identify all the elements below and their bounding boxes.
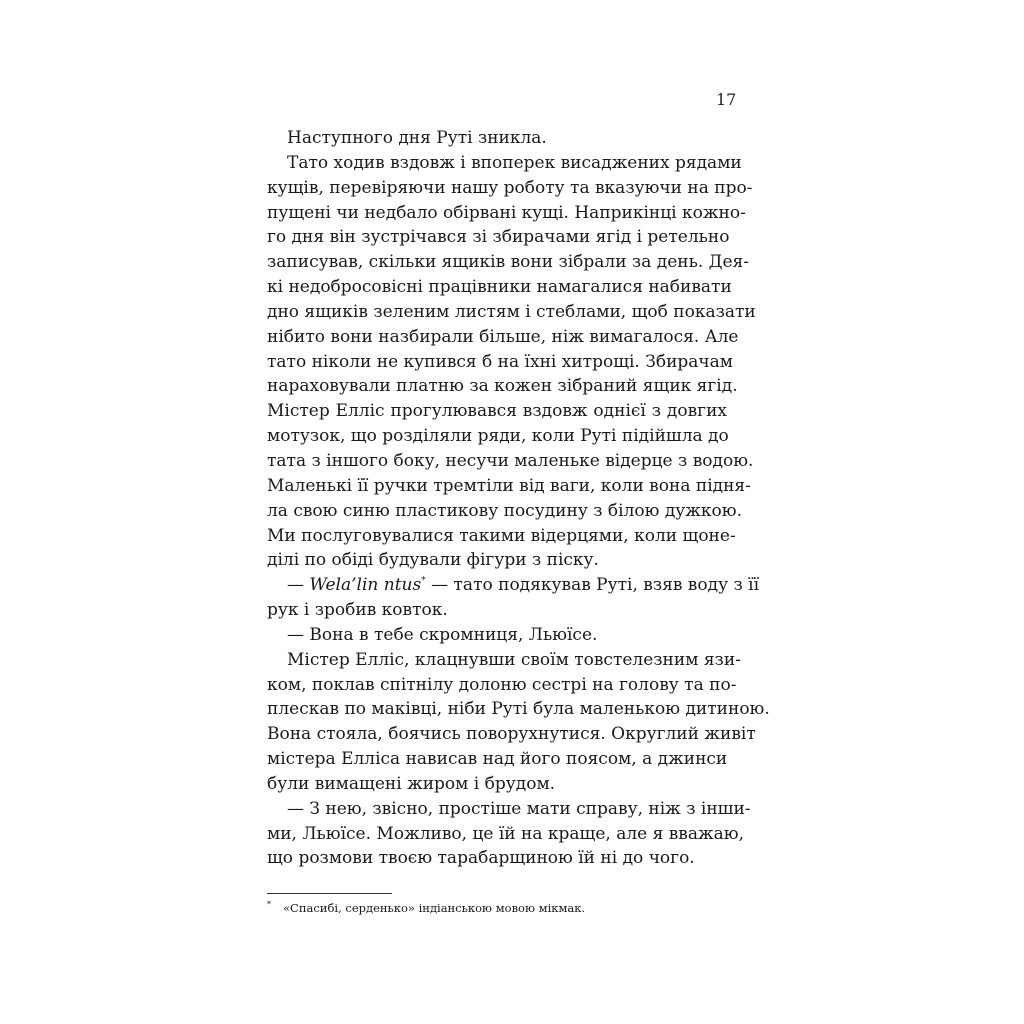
paragraph-line: нібито вони назбирали більше, ніж вимагалося. Але [267,326,739,347]
paragraph-line: Ми послуговувалися такими відерцями, коли щоне- [267,525,736,546]
paragraph-line: рук і зробив ковток. [267,600,448,621]
paragraph-line: Маленькі її ручки тремтіли від ваги, коли вона підня- [267,475,751,496]
paragraph-line: Наступного дня Руті зникла. [287,128,547,148]
quote-italic: Wela’lin ntus [309,575,422,596]
paragraph-line: — Вона в тебе скромниця, Льюїсе. [287,624,598,645]
paragraph-line: плескав по маківці, ніби Руті була маленькою дитиною. [267,699,770,720]
quote-dash: — [287,575,310,596]
footnote-ref: * [421,576,426,587]
paragraph-line: нараховували платню за кожен зібраний ящик ягід. [267,376,738,397]
paragraph-line: записував, скільки ящиків вони зібрали за день. Дея- [267,252,750,273]
paragraph-line: кущів, перевіряючи нашу роботу та вказуючи на про- [267,177,753,198]
paragraph-line: ми, Льюїсе. Можливо, це їй на краще, але я вважаю, [267,823,744,844]
footnote [267,901,727,915]
paragraph-line: Вона стояла, боячись поворухнутися. Округлий живіт [267,724,756,745]
paragraph-line: тата з іншого боку, несучи маленьке відерце з водою. [267,450,754,471]
footnote-text: «Спасибі, серденько» індіанською мовою мікмак. [283,901,586,915]
quote-rest: — тато подякував Руті, взяв воду з її [425,575,760,596]
paragraph-line: пущені чи недбало обірвані кущі. Наприкінці кожно- [267,202,746,223]
paragraph-line: кі недобросовісні працівники намагалися набивати [267,277,732,298]
paragraph-line: містера Елліса нависав над його поясом, а джинси [267,749,728,770]
paragraph-line: дно ящиків зеленим листям і стеблами, щоб показати [267,301,756,322]
paragraph-line: ділі по обіді будували фігури з піску. [267,550,599,571]
paragraph-line: Містер Елліс, клацнувши своїм товстелезним язи- [287,649,741,670]
footnote-divider [267,893,392,894]
paragraph-line: ком, поклав спітнілу долоню сестрі на голову та по- [267,674,737,695]
paragraph-line: були вимащені жиром і брудом. [267,773,556,794]
paragraph-line: мотузок, що розділяли ряди, коли Руті підійшла до [267,426,729,447]
paragraph-line: тато ніколи не купився б на їхні хитрощі. Збирачам [267,351,734,372]
paragraph-line: — З нею, звісно, простіше мати справу, ніж з інши- [287,798,751,819]
paragraph-line: ла свою синю пластикову посудину з білою дужкою. [267,500,742,521]
footnote-marker: * [267,900,271,909]
quote-line [267,573,760,598]
body-text [267,126,770,871]
paragraph-line: Містер Елліс прогулювався вздовж однієї з довгих [267,401,727,422]
paragraph-line: Тато ходив вздовж і впоперек висаджених рядами [287,152,742,173]
page-number: 17 [716,90,737,109]
paragraph-line: що розмови твоєю тарабарщиною їй ні до чого. [267,848,695,869]
paragraph-line: го дня він зустрічався зі збирачами ягід і ретельно [267,227,730,248]
